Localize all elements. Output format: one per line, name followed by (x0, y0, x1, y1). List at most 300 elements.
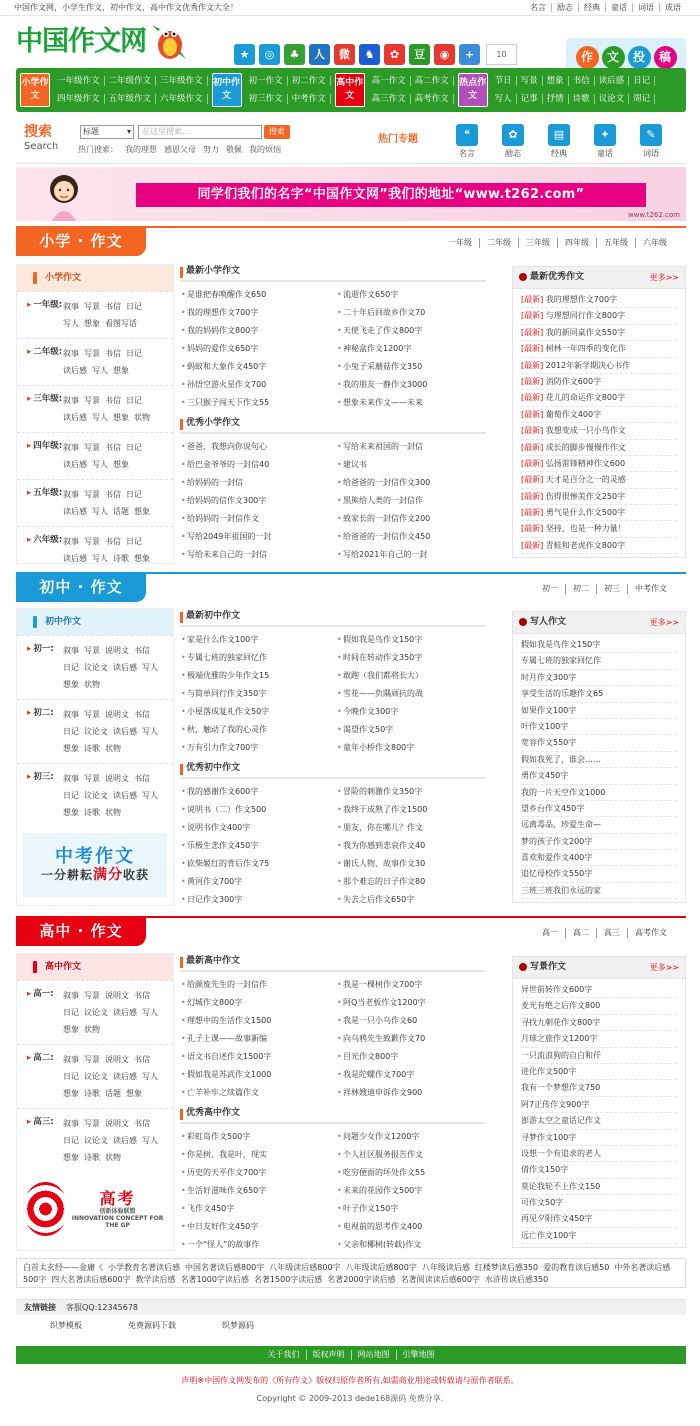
category-link[interactable]: 叙事 (63, 774, 79, 783)
grade-link[interactable]: 一年级 (448, 238, 472, 247)
ranked-item[interactable] (521, 325, 677, 341)
article-link[interactable]: • 神秘盒作文1200字 (336, 340, 486, 358)
category-link[interactable]: 写景 (84, 1119, 100, 1128)
ranked-item[interactable] (521, 1146, 677, 1162)
ranked-item[interactable] (521, 521, 677, 537)
top-link-motivation[interactable]: 励志 (551, 3, 578, 13)
nav-link[interactable]: 读后感 (595, 76, 630, 86)
category-link[interactable]: 写景 (84, 710, 100, 719)
article-link[interactable]: • 给爸爸的一封信作文300 (336, 474, 486, 492)
article-link[interactable]: • 给妈妈的一封信作文 (180, 510, 330, 528)
nav-link[interactable]: 抒情 (543, 94, 569, 104)
article-link[interactable]: • 那个难忘的日子作文80 (336, 873, 486, 891)
article-link[interactable]: • 吃穷便面的坏处作文55 (336, 1164, 486, 1182)
article-link[interactable]: • 阿Q当老板作文1200字 (336, 994, 486, 1012)
article-link[interactable]: • 祥林嫂迪申诉作文900 (336, 1084, 486, 1102)
ranked-item[interactable] (521, 341, 677, 357)
ranked-item[interactable] (521, 785, 677, 801)
ranked-item[interactable] (521, 1097, 677, 1113)
topic-words[interactable] (628, 124, 674, 159)
grade-link[interactable]: 初二 (565, 584, 596, 594)
plus-icon[interactable]: + (459, 44, 480, 65)
nav-link[interactable]: 一年级作文 (53, 76, 105, 86)
grade-link[interactable]: 高一 (542, 928, 558, 937)
article-link[interactable]: • 亡羊补牢之续篇作文 (180, 1084, 330, 1102)
article-link[interactable]: • 中日友好作文450字 (180, 1218, 330, 1236)
category-link[interactable]: 写景 (84, 302, 100, 311)
category-link[interactable]: 想象 (134, 554, 150, 563)
category-link[interactable]: 写人 (142, 1136, 158, 1145)
nav-link[interactable]: 节日 (491, 76, 517, 86)
category-link[interactable]: 读后感 (113, 727, 137, 736)
category-link[interactable]: 日记 (126, 537, 142, 546)
ranked-item[interactable] (521, 883, 677, 899)
article-link[interactable]: • 彩虹岛作文500字 (180, 1128, 330, 1146)
article-link[interactable]: • 极端优雅的少年作文15 (180, 667, 330, 685)
category-link[interactable]: 读后感 (63, 366, 87, 375)
article-link[interactable]: • 给爸爸的一封信作文450 (336, 528, 486, 546)
category-link[interactable]: 写人 (92, 413, 108, 422)
review-link[interactable]: 八年级读后感800字 (269, 1263, 341, 1272)
article-link[interactable]: • 朋友，你在哪儿？作文 (336, 819, 486, 837)
category-link[interactable]: 话题 (113, 507, 129, 516)
category-link[interactable]: 书信 (105, 490, 121, 499)
article-link[interactable]: • 写给2049年祖国的一封 (180, 528, 330, 546)
article-link[interactable]: • 想象未来作文——未来 (336, 394, 486, 412)
category-link[interactable]: 叙事 (63, 646, 79, 655)
category-link[interactable]: 状物 (105, 1153, 121, 1162)
article-link[interactable]: • 说明书（二）作文500 (180, 801, 330, 819)
category-link[interactable]: 话题 (105, 1089, 121, 1098)
nav-link[interactable]: 五年级作文 (105, 94, 157, 104)
grade-link[interactable]: 高二 (565, 928, 596, 938)
category-link[interactable]: 说明文 (105, 774, 129, 783)
article-link[interactable]: • 爸爸，我想向你说句心 (180, 438, 330, 456)
category-link[interactable]: 写景 (84, 396, 100, 405)
category-link[interactable]: 日记 (63, 1136, 79, 1145)
topic-classic[interactable] (536, 124, 582, 159)
category-link[interactable]: 状物 (105, 744, 121, 753)
clover-icon[interactable]: ♣ (284, 44, 305, 65)
hot-search-link[interactable]: 我的烦恼 (249, 145, 281, 154)
article-link[interactable]: • 我的妈妈作文800字 (180, 322, 330, 340)
category-link[interactable]: 日记 (126, 302, 142, 311)
review-link[interactable]: 名著2000字读后感 (327, 1275, 396, 1284)
ranked-item[interactable] (521, 768, 677, 784)
ranked-item[interactable] (521, 850, 677, 866)
nav-badge-senior[interactable]: 高中作文 (335, 73, 365, 107)
nav-link[interactable]: 高二作文 (411, 76, 454, 86)
friend-link[interactable]: 织梦源码 (222, 1321, 254, 1330)
category-link[interactable]: 写人 (142, 1008, 158, 1017)
article-link[interactable]: • 专属七班的独家回忆作 (180, 649, 330, 667)
hot-search-link[interactable]: 感恩父母 (164, 145, 196, 154)
review-link[interactable]: 八年级读后感 (421, 1263, 470, 1272)
category-link[interactable]: 状物 (105, 808, 121, 817)
category-link[interactable]: 写人 (142, 791, 158, 800)
category-link[interactable]: 书信 (134, 1119, 150, 1128)
review-link[interactable]: 名著阅读读后感600字 (400, 1275, 480, 1284)
topic-fairytale[interactable] (582, 124, 628, 159)
topic-quotes[interactable] (444, 124, 490, 159)
category-link[interactable]: 说明文 (105, 646, 129, 655)
category-link[interactable]: 书信 (105, 302, 121, 311)
article-link[interactable]: • 生活好滋味作文650字 (180, 1182, 330, 1200)
category-link[interactable]: 叙事 (63, 1055, 79, 1064)
review-link[interactable]: 教学读后感 (135, 1275, 176, 1284)
category-link[interactable]: 想象 (126, 1089, 142, 1098)
star-icon[interactable]: ★ (234, 44, 255, 65)
article-link[interactable]: • 家是什么作文100字 (180, 631, 330, 649)
category-link[interactable]: 议论文 (84, 791, 108, 800)
friend-link[interactable]: 免费源码下载 (128, 1321, 176, 1330)
article-link[interactable]: • 孔子上课——故事新编 (180, 1030, 330, 1048)
gaokao-ad[interactable] (23, 1178, 167, 1240)
article-link[interactable]: • 砍柴姬红的背后作文75 (180, 855, 330, 873)
article-link[interactable]: • 流逝作文650字 (336, 286, 486, 304)
article-link[interactable]: • 二十年后回故乡作文70 (336, 304, 486, 322)
article-link[interactable]: • 给巴金爷爷的一封信40 (180, 456, 330, 474)
ranked-item[interactable] (521, 358, 677, 374)
article-link[interactable]: • 我的感谢作文600字 (180, 783, 330, 801)
article-link[interactable]: • 童年小桥作文800字 (336, 739, 486, 757)
category-link[interactable]: 书信 (105, 537, 121, 546)
category-link[interactable]: 叙事 (63, 710, 79, 719)
nav-link[interactable]: 写景 (517, 76, 543, 86)
top-link-idioms[interactable]: 成语 (659, 3, 686, 13)
category-link[interactable]: 日记 (63, 1008, 79, 1017)
category-link[interactable]: 写景 (84, 774, 100, 783)
article-link[interactable]: • 失去之后作文650字 (336, 891, 486, 909)
category-link[interactable]: 书信 (105, 396, 121, 405)
article-link[interactable]: • 我的朋友一静作文3000 (336, 376, 486, 394)
top-link-fairytale[interactable]: 童话 (605, 3, 632, 13)
review-link[interactable]: 白首太玄经——金庸《 (23, 1263, 103, 1272)
article-link[interactable]: • 我为你感到悲哀作文40 (336, 837, 486, 855)
category-link[interactable]: 读后感 (63, 460, 87, 469)
ranked-item[interactable] (521, 538, 677, 554)
category-link[interactable]: 书信 (105, 349, 121, 358)
article-link[interactable]: • 黄河作文700字 (180, 873, 330, 891)
review-link[interactable]: 名著1000字读后感 (180, 1275, 249, 1284)
ranked-item[interactable] (521, 440, 677, 456)
friend-link[interactable]: 织梦模板 (50, 1321, 82, 1330)
ranked-item[interactable] (521, 1179, 677, 1195)
article-link[interactable]: • 孙悟空游火星作文700 (180, 376, 330, 394)
nav-link[interactable]: 高考作文 (411, 94, 454, 104)
category-link[interactable]: 看图写话 (105, 319, 137, 328)
category-link[interactable]: 日记 (126, 490, 142, 499)
review-link[interactable]: 红楼梦读后感350 (474, 1263, 539, 1272)
article-link[interactable]: • 我是一只小乌作文60 (336, 1012, 486, 1030)
ranked-item[interactable] (521, 1080, 677, 1096)
nav-link[interactable]: 想象 (543, 76, 569, 86)
article-link[interactable]: • 雪花——负隅顽抗的战 (336, 685, 486, 703)
article-link[interactable]: • 建议书 (336, 456, 486, 474)
tweibo-icon[interactable]: ◉ (434, 44, 455, 65)
category-link[interactable]: 叙事 (63, 396, 79, 405)
nav-link[interactable]: 四年级作文 (53, 94, 105, 104)
category-link[interactable]: 叙事 (63, 490, 79, 499)
category-link[interactable]: 读后感 (63, 507, 87, 516)
category-link[interactable]: 想象 (63, 1153, 79, 1162)
nav-badge-primary[interactable]: 小学作文 (20, 73, 50, 107)
article-link[interactable]: • 幻城作文800字 (180, 994, 330, 1012)
article-link[interactable]: • 未来的花园作文500字 (336, 1182, 486, 1200)
article-link[interactable]: • 秋，触动了我的心灵作 (180, 721, 330, 739)
category-link[interactable]: 写人 (142, 663, 158, 672)
article-link[interactable]: • 敢跑（我们都将长大） (336, 667, 486, 685)
category-link[interactable]: 想象 (63, 1025, 79, 1034)
article-link[interactable]: • 向乌鸦先生致歉作文70 (336, 1030, 486, 1048)
article-link[interactable]: • 写给2021年自己的一封 (336, 546, 486, 564)
ranked-item[interactable] (521, 801, 677, 817)
ranked-item[interactable] (521, 1130, 677, 1146)
category-link[interactable]: 说明文 (105, 991, 129, 1000)
nav-link[interactable]: 初一作文 (245, 76, 288, 86)
category-link[interactable]: 读后感 (113, 1072, 137, 1081)
ranked-item[interactable] (521, 505, 677, 521)
ranked-item[interactable] (521, 423, 677, 439)
review-link[interactable]: 名著1500字读后感 (253, 1275, 323, 1284)
article-link[interactable]: • 妈妈的爱作文650字 (180, 340, 330, 358)
renren-icon[interactable]: 人 (309, 44, 330, 65)
category-link[interactable]: 写人 (142, 1072, 158, 1081)
category-link[interactable]: 写景 (84, 537, 100, 546)
category-link[interactable]: 诗歌 (84, 1089, 100, 1098)
category-link[interactable]: 书信 (134, 1055, 150, 1064)
ranked-item[interactable] (521, 834, 677, 850)
qzone-icon[interactable]: ◎ (259, 44, 280, 65)
article-link[interactable]: • 叶子作文150字 (336, 1200, 486, 1218)
category-link[interactable]: 写景 (84, 991, 100, 1000)
category-link[interactable]: 想象 (134, 507, 150, 516)
review-link[interactable]: 小学教育名著读后感 (108, 1263, 180, 1272)
category-link[interactable]: 议论文 (84, 727, 108, 736)
grade-link[interactable]: 三年级 (518, 238, 557, 248)
nav-link[interactable]: 高三作文 (368, 94, 411, 104)
category-link[interactable]: 写人 (92, 366, 108, 375)
ranked-item[interactable] (521, 472, 677, 488)
more-link[interactable]: 更多>> (649, 962, 679, 972)
ranked-item[interactable] (521, 1113, 677, 1129)
ranked-item[interactable] (521, 998, 677, 1014)
nav-badge-hot[interactable]: 热点作文 (458, 73, 488, 107)
article-link[interactable]: • 乐极生悲作文450字 (180, 837, 330, 855)
article-link[interactable]: • 致家长的一封信作文200 (336, 510, 486, 528)
category-link[interactable]: 叙事 (63, 1119, 79, 1128)
category-link[interactable]: 写景 (84, 349, 100, 358)
category-link[interactable]: 叙事 (63, 443, 79, 452)
category-link[interactable]: 读后感 (63, 413, 87, 422)
top-link-words[interactable]: 词语 (632, 3, 659, 13)
category-link[interactable]: 叙事 (63, 349, 79, 358)
article-link[interactable]: • 给颜废先生的一封信作 (180, 976, 330, 994)
article-link[interactable]: • 电视前的思考作文400 (336, 1218, 486, 1236)
category-link[interactable]: 状物 (84, 1025, 100, 1034)
article-link[interactable]: • 一个“怪人”的故事作 (180, 1236, 330, 1254)
article-link[interactable]: • 时间在转动作文350字 (336, 649, 486, 667)
promo-banner[interactable] (16, 167, 686, 221)
more-link[interactable]: 更多>> (649, 617, 679, 627)
category-link[interactable]: 书信 (134, 991, 150, 1000)
category-link[interactable]: 想象 (63, 808, 79, 817)
article-link[interactable]: • 我的理想作文700字 (180, 304, 330, 322)
grade-link[interactable]: 中考作文 (627, 584, 674, 594)
category-link[interactable]: 写人 (92, 460, 108, 469)
ranked-item[interactable] (521, 1031, 677, 1047)
review-link[interactable]: 四大名著读后感600字 (51, 1275, 131, 1284)
category-link[interactable]: 状物 (134, 413, 150, 422)
category-link[interactable]: 写景 (84, 1055, 100, 1064)
category-link[interactable]: 日记 (63, 663, 79, 672)
ranked-item[interactable] (521, 1015, 677, 1031)
category-link[interactable]: 想象 (113, 413, 129, 422)
nav-link[interactable]: 书信 (569, 76, 595, 86)
footer-link-about[interactable]: 关于我们 (267, 1350, 300, 1360)
category-link[interactable]: 书信 (134, 774, 150, 783)
top-link-classic[interactable]: 经典 (578, 3, 605, 13)
article-link[interactable]: • 给妈妈的一封信 (180, 474, 330, 492)
ranked-item[interactable] (521, 637, 677, 653)
grade-link[interactable]: 六年级 (635, 238, 674, 248)
category-link[interactable]: 想象 (113, 366, 129, 375)
category-link[interactable]: 叙事 (63, 991, 79, 1000)
category-link[interactable]: 写人 (63, 319, 79, 328)
article-link[interactable]: • 历史的天平作文700字 (180, 1164, 330, 1182)
nav-link[interactable]: 六年级作文 (156, 94, 208, 104)
category-link[interactable]: 日记 (126, 349, 142, 358)
nav-link[interactable]: 二年级作文 (105, 76, 157, 86)
grade-link[interactable]: 初一 (542, 584, 558, 593)
ranked-item[interactable] (521, 308, 677, 324)
category-link[interactable]: 日记 (63, 1072, 79, 1081)
article-link[interactable]: • 理想中的生活作文1500 (180, 1012, 330, 1030)
category-link[interactable]: 读后感 (113, 663, 137, 672)
search-input[interactable]: 在这里搜索... (138, 125, 262, 139)
category-link[interactable]: 议论文 (84, 663, 108, 672)
ranked-item[interactable] (521, 390, 677, 406)
category-link[interactable]: 议论文 (84, 1008, 108, 1017)
nav-link[interactable]: 议论文 (595, 94, 630, 104)
category-link[interactable]: 想象 (63, 680, 79, 689)
category-link[interactable]: 书信 (134, 710, 150, 719)
article-link[interactable]: • 你是树，我是叶，现实 (180, 1146, 330, 1164)
search-button[interactable]: 搜索 (264, 125, 290, 139)
article-link[interactable]: • 写给未来自己的一封信 (180, 546, 330, 564)
article-link[interactable]: • 我是一棵树作文700字 (336, 976, 486, 994)
ranked-item[interactable] (521, 1228, 677, 1244)
hot-search-link[interactable]: 敬佩 (226, 145, 242, 154)
ranked-item[interactable] (521, 982, 677, 998)
category-link[interactable]: 写人 (92, 507, 108, 516)
favorite-icon[interactable]: ✿ (384, 44, 405, 65)
baidu-icon[interactable]: ♞ (359, 44, 380, 65)
nav-link[interactable]: 三年级作文 (156, 76, 208, 86)
category-link[interactable]: 诗歌 (84, 808, 100, 817)
ranked-item[interactable] (521, 489, 677, 505)
ranked-item[interactable] (521, 374, 677, 390)
category-link[interactable]: 说明文 (105, 710, 129, 719)
category-link[interactable]: 诗歌 (113, 554, 129, 563)
article-link[interactable]: • 与简单同行作文350字 (180, 685, 330, 703)
hot-search-link[interactable]: 努力 (203, 145, 219, 154)
category-link[interactable]: 书信 (105, 443, 121, 452)
article-link[interactable]: • 语文书自述作文1500字 (180, 1048, 330, 1066)
article-link[interactable]: • 写给未来祖国的一封信 (336, 438, 486, 456)
category-link[interactable]: 日记 (126, 396, 142, 405)
ranked-item[interactable] (521, 752, 677, 768)
article-link[interactable]: • 万有引力作文700字 (180, 739, 330, 757)
review-link[interactable]: 八年级读后感800字 (345, 1263, 417, 1272)
article-link[interactable]: • 蚂蚁和大象作文450字 (180, 358, 330, 376)
article-link[interactable]: • 渴望作文50字 (336, 721, 486, 739)
nav-link[interactable]: 周记 (629, 94, 655, 104)
nav-link[interactable]: 高一作文 (368, 76, 411, 86)
review-link[interactable]: 水浒传读后感350 (484, 1275, 549, 1284)
grade-link[interactable]: 高三 (596, 928, 627, 938)
category-link[interactable]: 说明文 (105, 1119, 129, 1128)
article-link[interactable]: • 黑熊给人类的一封信作 (336, 492, 486, 510)
ranked-item[interactable] (521, 653, 677, 669)
article-link[interactable]: • 三只猴子闯天下作文55 (180, 394, 330, 412)
article-link[interactable]: • 父亲和椰树(转载)作文 (336, 1236, 486, 1254)
article-link[interactable]: • 小兔子采蘑菇作文350 (336, 358, 486, 376)
nav-link[interactable]: 日记 (629, 76, 655, 86)
ranked-item[interactable] (521, 735, 677, 751)
douban-icon[interactable]: 豆 (409, 44, 430, 65)
category-link[interactable]: 写人 (92, 554, 108, 563)
topic-motivation[interactable] (490, 124, 536, 159)
article-link[interactable]: • 目光作文800字 (336, 1048, 486, 1066)
footer-link-engine-map[interactable]: 引擎地图 (396, 1350, 441, 1360)
ranked-item[interactable] (521, 670, 677, 686)
nav-link[interactable]: 写人 (491, 94, 517, 104)
nav-link[interactable]: 诗歌 (569, 94, 595, 104)
category-link[interactable]: 叙事 (63, 302, 79, 311)
category-link[interactable]: 想象 (63, 744, 79, 753)
article-link[interactable]: • 假如我是苏武作文1000 (180, 1066, 330, 1084)
category-link[interactable]: 日记 (63, 791, 79, 800)
article-link[interactable]: • 我终于成熟了作文1500 (336, 801, 486, 819)
ranked-item[interactable] (521, 1195, 677, 1211)
zhongkao-ad[interactable] (23, 833, 167, 897)
more-link[interactable]: 更多>> (649, 272, 679, 282)
ranked-item[interactable] (521, 866, 677, 882)
category-link[interactable]: 读后感 (113, 1008, 137, 1017)
ranked-item[interactable] (521, 1211, 677, 1227)
article-link[interactable]: • 天使飞走了作文800字 (336, 322, 486, 340)
weibo-icon[interactable]: 微 (334, 44, 355, 65)
category-link[interactable]: 诗歌 (84, 744, 100, 753)
nav-badge-junior[interactable]: 初中作文 (212, 73, 242, 107)
article-link[interactable]: • 冒险的刺激作文350字 (336, 783, 486, 801)
article-link[interactable]: • 今晚作文300字 (336, 703, 486, 721)
review-link[interactable]: 中外名著读后感500字 (23, 1263, 671, 1284)
category-link[interactable]: 状物 (84, 680, 100, 689)
nav-link[interactable]: 记事 (517, 94, 543, 104)
article-link[interactable]: • 谢氏人物、故事作文30 (336, 855, 486, 873)
article-link[interactable]: • 问题少女作文1200字 (336, 1128, 486, 1146)
category-link[interactable]: 读后感 (113, 791, 137, 800)
review-link[interactable]: 中国名著读后感800字 (185, 1263, 265, 1272)
review-link[interactable]: 爱的教育读后感50 (543, 1263, 610, 1272)
ranked-item[interactable] (521, 719, 677, 735)
article-link[interactable]: • 个人社区服务报告作文 (336, 1146, 486, 1164)
article-link[interactable]: • 小屋落成复礼作文50字 (180, 703, 330, 721)
article-link[interactable]: • 我是陀螺作文700字 (336, 1066, 486, 1084)
search-type-select[interactable] (80, 125, 134, 139)
